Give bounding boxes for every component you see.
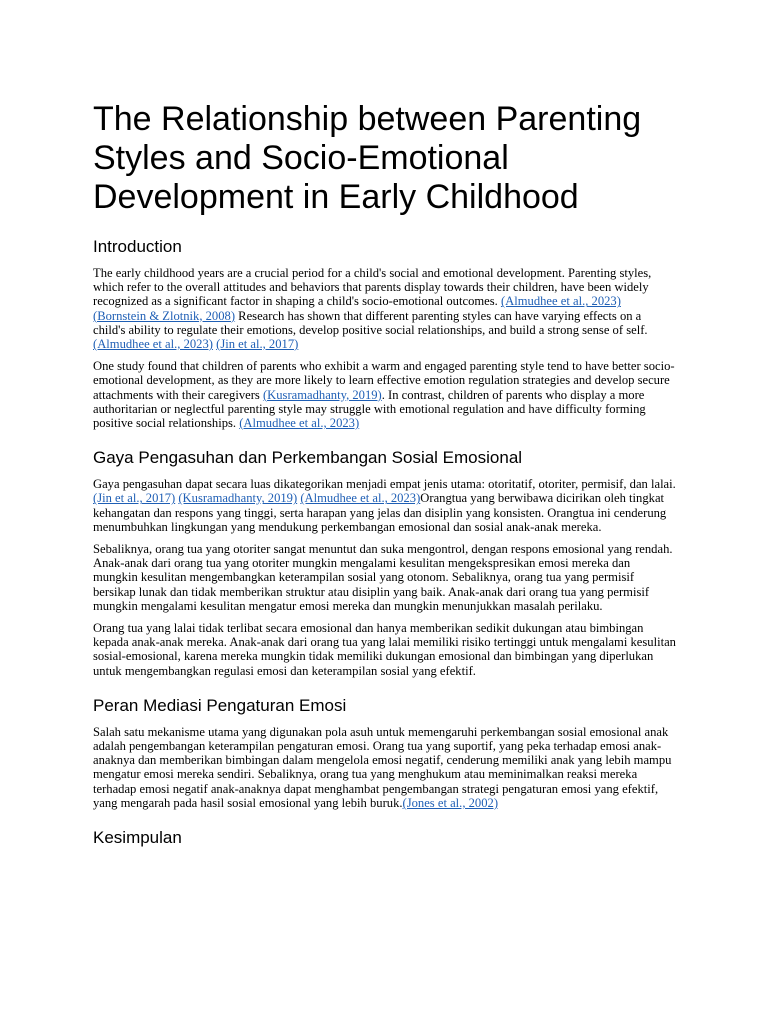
body-paragraph: Salah satu mekanisme utama yang digunakan pola asuh untuk memengaruhi perkembangan sosial emosional anak adalah pengembangan keterampilan pengaturan emosi. Orang tua yang suportif, yang peka terhadap emosi anak-anaknya dan memberikan bimbingan dalam mengelola emosi negatif, cenderung memiliki anak yang lebih mampu mengatur emosi mereka sendiri. Sebaliknya, orang tua yang menghukum atau meminimalkan reaksi mereka terhadap emosi negatif anak-anaknya dapat menghambat pengembangan strategi pengaturan emosi yang efektif, yang mengarah pada hasil sosial emosional yang lebih buruk.(Jones et al., 2002) <box>93 724 672 810</box>
document-page <box>93 100 676 857</box>
section-heading: Peran Mediasi Pengaturan Emosi <box>93 695 347 715</box>
citation-link[interactable]: (Almudhee et al., 2023) <box>93 337 213 352</box>
body-paragraph: The early childhood years are a crucial period for a child's social and emotional development. Parenting styles, which refer to the overall attitudes and behaviors that parents display towards their children, have been widely recognized as a significant factor in shaping a child's socio-emotional outcomes. (Almudhee et al., 2023) (Bornstein & Zlotnik, 2008) Research has shown that different parenting styles can have varying effects on a child's ability to regulate their emotions, develop positive social relationships, and build a strong sense of self. (Almudhee et al., 2023) (Jin et al., 2017) <box>93 266 652 352</box>
body-paragraph: One study found that children of parents who exhibit a warm and engaged parenting style tend to have better socio-emotional development, as they are more likely to learn effective emotion regulation strategies and develop secure attachments with their caregivers (Kusramadhanty, 2019). In contrast, children of parents who display a more authoritarian or neglectful parenting style may struggle with emotional regulation and have difficulty forming positive social relationships. (Almudhee et al., 2023) <box>93 359 675 431</box>
section-heading: Gaya Pengasuhan dan Perkembangan Sosial Emosional <box>93 448 523 468</box>
citation-link[interactable]: (Kusramadhanty, 2019) <box>178 491 298 506</box>
section-heading: Kesimpulan <box>93 828 182 848</box>
document-body <box>93 237 676 848</box>
citation-link[interactable]: (Almudhee et al., 2023) <box>300 491 421 506</box>
body-paragraph: Sebaliknya, orang tua yang otoriter sangat menuntut dan suka mengontrol, dengan respons emosional yang rendah. Anak-anak dari orang tua yang otoriter mungkin mengalami kesulitan mengekspresikan emosi mereka dan mungkin kesulitan mengembangkan keterampilan sosial yang otonom. Sebaliknya, orang tua yang permisif bersikap lunak dan tidak memberikan struktur atau disiplin yang baik. Anak-anak dari orang tua yang permisif mungkin mengalami kesulitan mengatur emosi mereka dan mungkin menunjukkan masalah perilaku. <box>93 542 673 613</box>
citation-link[interactable]: (Kusramadhanty, 2019) <box>262 387 382 402</box>
citation-link[interactable]: (Bornstein & Zlotnik, 2008) <box>93 308 236 323</box>
body-paragraph: Gaya pengasuhan dapat secara luas dikategorikan menjadi empat jenis utama: otoritatif, otoriter, permisif, dan lalai.(Jin et al., 2017) (Kusramadhanty, 2019) (Almudhee et al., 2023)Orangtua yang berwibawa dicirikan oleh tingkat kehangatan dan respons yang tinggi, serta harapan yang jelas dan disiplin yang konsisten. Orangtua ini cenderung menumbuhkan lingkungan yang mendukung perkembangan emosional dan sosial anak-anak mereka. <box>93 477 676 534</box>
citation-link[interactable]: (Jin et al., 2017) <box>216 337 299 352</box>
body-paragraph: Orang tua yang lalai tidak terlibat secara emosional dan hanya memberikan sedikit dukungan atau bimbingan kepada anak-anak mereka. Anak-anak dari orang tua yang lalai memiliki risiko tertinggi untuk mengalami kesulitan sosial-emosional, karena mereka mungkin tidak memiliki dukungan emosional dan bimbingan yang diperlukan untuk mengembangkan regulasi emosi dan keterampilan sosial yang efektif. <box>93 621 676 678</box>
citation-link[interactable]: (Jin et al., 2017) <box>93 491 176 506</box>
section-heading: Introduction <box>93 237 182 256</box>
citation-link[interactable]: (Almudhee et al., 2023) <box>239 416 360 431</box>
citation-link[interactable]: (Jones et al., 2002) <box>402 795 499 810</box>
document-title: The Relationship between Parenting Styles and Socio-Emotional Development in Early Childhood <box>93 100 642 216</box>
citation-link[interactable]: (Almudhee et al., 2023) <box>500 294 621 309</box>
